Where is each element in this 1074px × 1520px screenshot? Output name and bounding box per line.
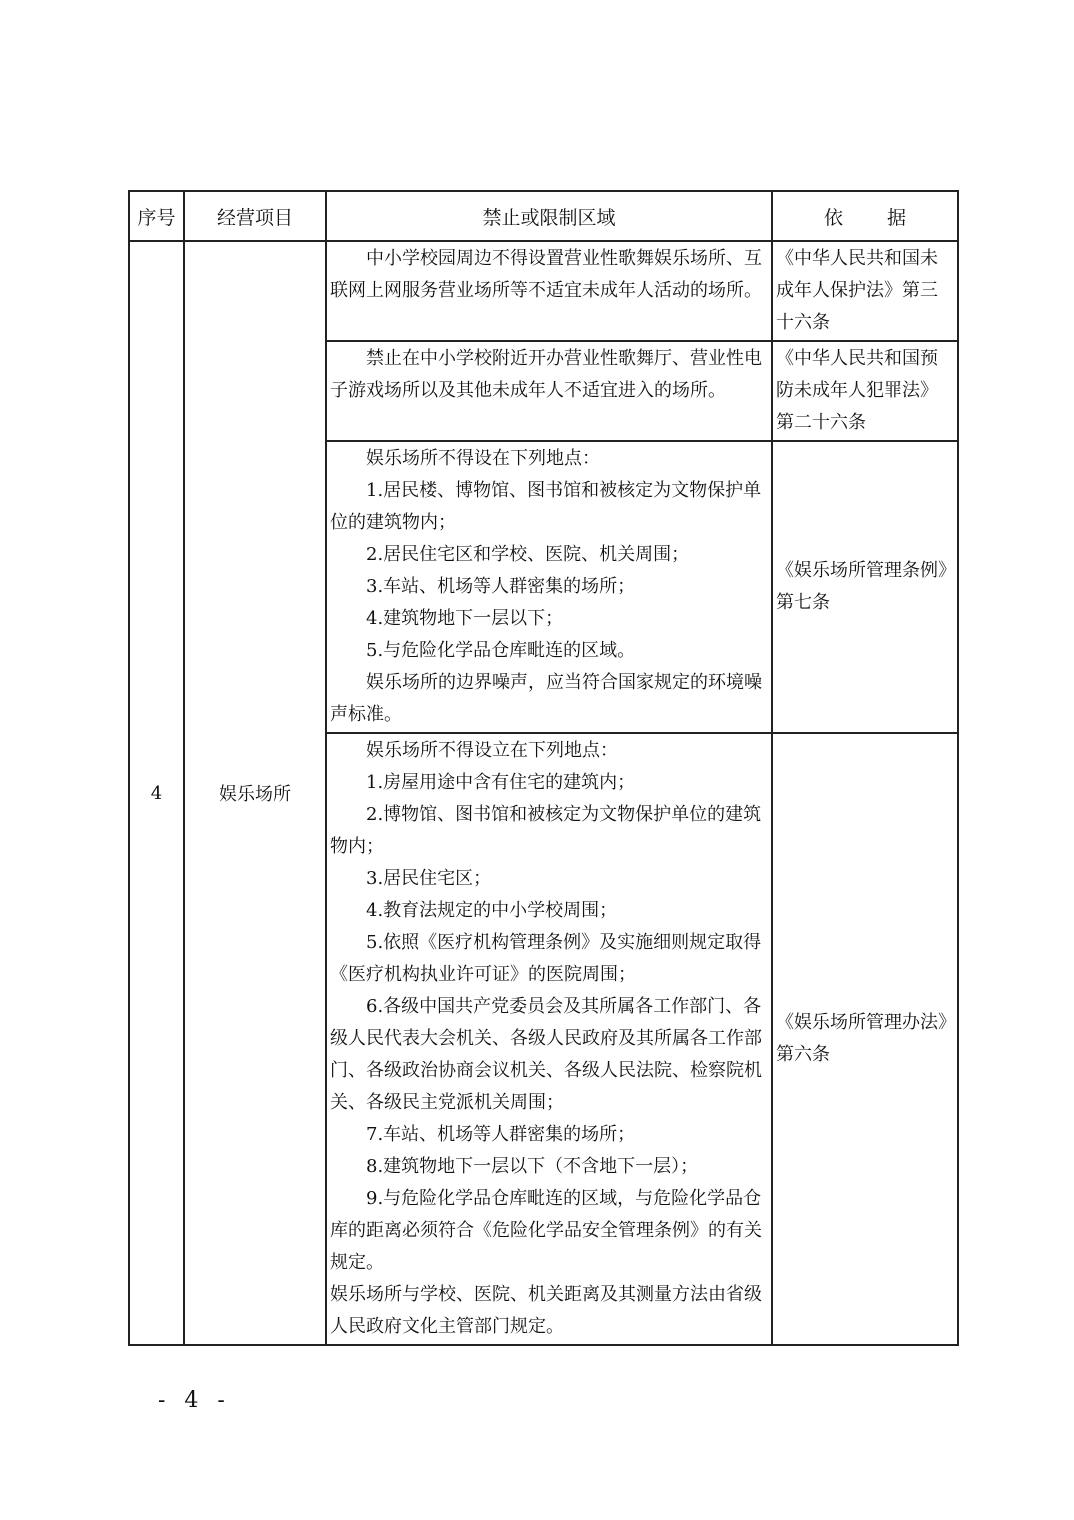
restriction-paragraph: 3.居民住宅区； [366,868,492,889]
restriction-paragraph: 5.依照《医疗机构管理条例》及实施细则规定取得《医疗机构执业许可证》的医院周围； [330,932,762,985]
basis-cell: 《中华人民共和国未成年人保护法》第三十六条 [772,241,958,341]
restriction-paragraph: 娱乐场所不得设立在下列地点： [366,740,618,761]
restriction-paragraph: 4.教育法规定的中小学校周围； [366,900,618,921]
restriction-cell [326,241,772,341]
basis-cell: 《娱乐场所管理条例》第七条 [772,441,958,733]
restriction-paragraph: 7.车站、机场等人群密集的场所； [366,1124,636,1145]
restriction-paragraph: 5.与危险化学品仓库毗连的区域。 [366,640,636,661]
restriction-paragraph: 2.居民住宅区和学校、医院、机关周围； [366,544,690,565]
header-basis: 依 据 [772,191,958,241]
restriction-cell [326,441,772,733]
table-row [129,241,958,341]
restriction-paragraph: 1.房屋用途中含有住宅的建筑内； [366,772,636,793]
page-number: - 4 - [158,1388,231,1413]
basis-cell: 《娱乐场所管理办法》第六条 [772,733,958,1345]
header-num: 序号 [129,191,184,241]
header-item: 经营项目 [184,191,326,241]
header-row [129,191,958,241]
header-area: 禁止或限制区域 [326,191,772,241]
restriction-closing: 娱乐场所与学校、医院、机关距离及其测量方法由省级人民政府文化主管部门规定。 [330,1284,762,1337]
restriction-paragraph: 2.博物馆、图书馆和被核定为文物保护单位的建筑物内； [330,804,762,857]
basis-cell: 《中华人民共和国预防未成年人犯罪法》第二十六条 [772,341,958,441]
restriction-paragraph: 1.居民楼、博物馆、图书馆和被核定为文物保护单位的建筑物内； [330,480,762,533]
restriction-cell [326,341,772,441]
restriction-paragraph: 中小学校园周边不得设置营业性歌舞娱乐场所、互联网上网服务营业场所等不适宜未成年人活动的场所。 [330,248,762,301]
row-number: 4 [129,241,184,1345]
regulation-table [128,190,959,1346]
restriction-paragraph: 9.与危险化学品仓库毗连的区域，与危险化学品仓库的距离必须符合《危险化学品安全管理条例》的有关规定。 [330,1188,762,1273]
business-item: 娱乐场所 [184,241,326,1345]
regulation-table-container [128,190,957,1346]
restriction-paragraph: 3.车站、机场等人群密集的场所； [366,576,636,597]
restriction-paragraph: 禁止在中小学校附近开办营业性歌舞厅、营业性电子游戏场所以及其他未成年人不适宜进入的场所。 [330,348,762,401]
restriction-paragraph: 8.建筑物地下一层以下（不含地下一层）； [366,1156,699,1177]
restriction-paragraph: 娱乐场所不得设在下列地点： [366,448,600,469]
restriction-paragraph: 娱乐场所的边界噪声，应当符合国家规定的环境噪声标准。 [330,672,762,725]
restriction-paragraph: 4.建筑物地下一层以下； [366,608,564,629]
restriction-cell [326,733,772,1345]
restriction-paragraph: 6.各级中国共产党委员会及其所属各工作部门、各级人民代表大会机关、各级人民政府及其所属各工作部门、各级政治协商会议机关、各级人民法院、检察院机关、各级民主党派机关周围； [330,996,762,1113]
